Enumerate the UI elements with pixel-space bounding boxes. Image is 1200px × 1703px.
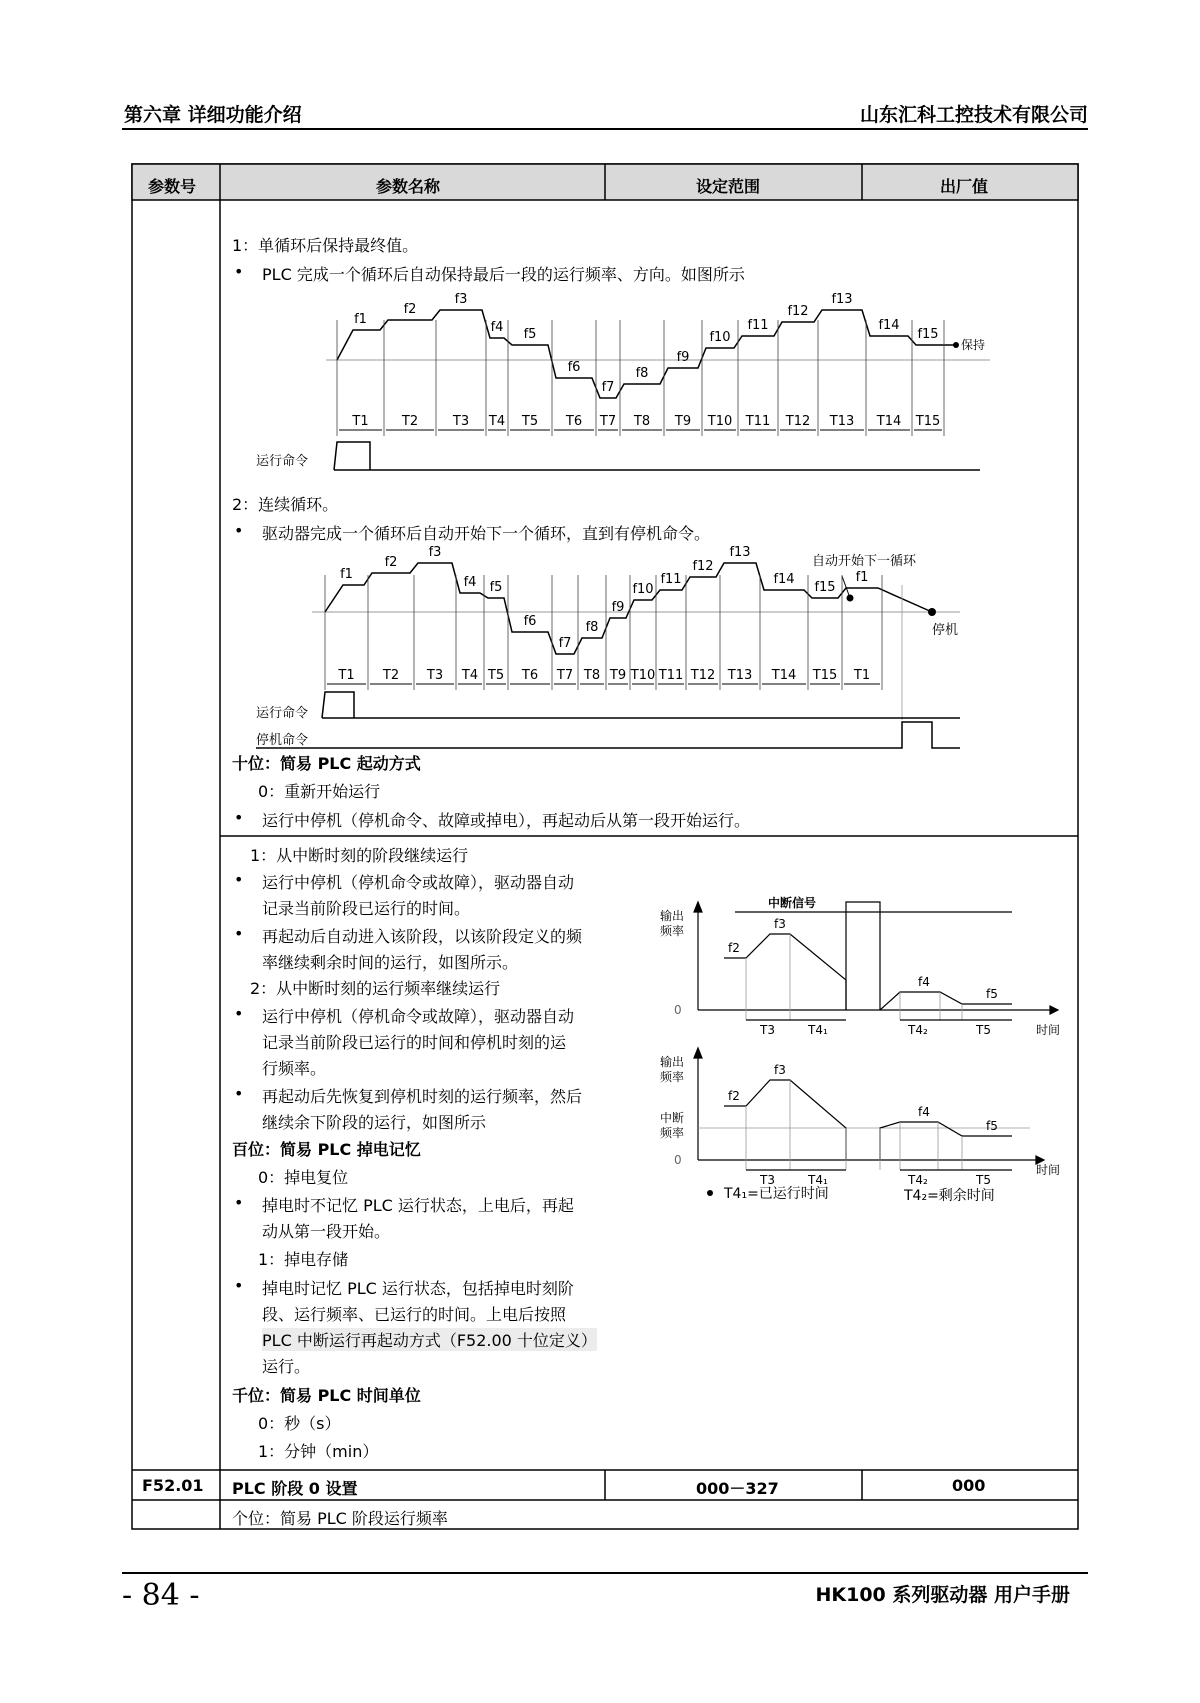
fig1-freq-label: f15 — [917, 327, 939, 342]
fig3-upper-t3: T3 — [760, 1023, 775, 1037]
fig3-upper-t42: T4₂ — [908, 1023, 928, 1037]
fig1-time-label: T15 — [915, 414, 941, 429]
fig3-lower-f2: f2 — [728, 1089, 740, 1103]
fig3-int-freq-l2: 频率 — [660, 1126, 685, 1140]
fig1-freq-label: f10 — [709, 330, 731, 345]
fig2-time-label: T9 — [609, 668, 627, 683]
fig1-time-label: T13 — [829, 414, 855, 429]
fig2-time-label: T1 — [853, 668, 871, 683]
f5201-subtitle: 个位：简易 PLC 阶段运行频率 — [232, 1509, 448, 1528]
tens-opt2-desc2-l2: 继续余下阶段的运行，如图所示 — [262, 1113, 487, 1132]
fig2-freq-label: f8 — [585, 620, 599, 635]
fig3-lower-f5: f5 — [986, 1119, 998, 1133]
fig2-freq-label: f10 — [632, 582, 654, 597]
single-cycle-desc: • PLC 完成一个循环后自动保持最后一段的运行频率、方向。如图所示 — [262, 262, 745, 285]
fig1-time-label: T8 — [633, 414, 651, 429]
fig3-upper-time: 时间 — [1036, 1023, 1061, 1037]
fig3-lower-time: 时间 — [1036, 1163, 1061, 1177]
tens-opt2-desc1-l1: • 运行中停机（停机命令或故障），驱动器自动 — [262, 1004, 574, 1027]
tens-opt2-desc1-l2: 记录当前阶段已运行的时间和停机时刻的运 — [262, 1033, 567, 1052]
fig3-upper-t5: T5 — [976, 1023, 991, 1037]
col-header-default: 出厂值 — [940, 177, 989, 196]
fig2-time-label: T4 — [461, 668, 479, 683]
hundreds-opt1-desc-l1: • 掉电时记忆 PLC 运行状态，包括掉电时刻阶 — [262, 1276, 574, 1299]
fig1-freq-label: f8 — [635, 366, 649, 381]
chapter-title: 第六章 详细功能介绍 — [124, 104, 302, 126]
fig1-time-label: T9 — [674, 414, 692, 429]
fig2-freq-label: f4 — [463, 575, 477, 590]
fig1-hold-label: 保持 — [961, 338, 986, 352]
f5201-name: PLC 阶段 0 设置 — [232, 1479, 358, 1498]
hundreds-opt1: 1：掉电存储 — [258, 1250, 349, 1269]
fig1-freq-label: f2 — [403, 302, 417, 317]
fig2-time-label: T5 — [487, 668, 505, 683]
fig2-time-label: T12 — [690, 668, 716, 683]
f5201-code: F52.01 — [142, 1476, 204, 1495]
tens-opt1-desc1-l2: 记录当前阶段已运行的时间。 — [262, 899, 471, 918]
fig1-freq-label: f3 — [454, 292, 468, 307]
fig2-freq-label: f6 — [523, 614, 537, 629]
tens-opt1-desc2-l1: • 再起动后自动进入该阶段，以该阶段定义的频 — [262, 924, 582, 947]
fig2-freq-label: f14 — [773, 572, 795, 587]
fig2-time-label: T2 — [382, 668, 400, 683]
hundreds-opt1-desc-l3: PLC 中断运行再起动方式（F52.00 十位定义） — [262, 1328, 597, 1351]
fig2-freq-label: f13 — [729, 545, 751, 560]
fig1-freq-label: f5 — [523, 327, 537, 342]
col-header-param-no: 参数号 — [148, 177, 197, 196]
fig2-time-label: T1 — [338, 668, 355, 683]
fig2-time-label: T15 — [812, 668, 838, 683]
fig2-run-cmd-label: 运行命令 — [256, 706, 309, 721]
fig2-freq-label: f9 — [611, 600, 625, 615]
fig2-time-label: T7 — [556, 668, 574, 683]
single-cycle-option: 1：单循环后保持最终值。 — [232, 236, 419, 255]
fig3-lower-t3: T3 — [760, 1173, 775, 1187]
fig1-time-label: T12 — [785, 414, 811, 429]
fig1-freq-label: f9 — [676, 350, 690, 365]
fig3-legend-elapsed: T4₁=已运行时间 — [724, 1186, 829, 1202]
fig3-zero-upper: 0 — [674, 1003, 682, 1017]
fig3-lower-t5: T5 — [976, 1173, 991, 1187]
legend-bullet-icon — [707, 1190, 713, 1196]
tens-opt1: 1：从中断时刻的阶段继续运行 — [250, 846, 469, 865]
fig2-time-label: T13 — [727, 668, 753, 683]
thousands-opt1: 1：分钟（min） — [258, 1442, 379, 1461]
tens-title: 十位：简易 PLC 起动方式 — [232, 754, 421, 773]
fig3-lower-t41: T4₁ — [808, 1173, 828, 1187]
fig1-freq-label: f14 — [878, 318, 900, 333]
fig3-lower-f4: f4 — [918, 1105, 930, 1119]
hundreds-title: 百位：简易 PLC 掉电记忆 — [232, 1140, 421, 1159]
fig3-out-freq2-l2: 频率 — [660, 1070, 685, 1084]
fig2-time-label: T6 — [521, 668, 539, 683]
footer-rule — [122, 1572, 1088, 1574]
tens-opt2-desc2-l1: • 再起动后先恢复到停机时刻的运行频率，然后 — [262, 1084, 582, 1107]
fig1-freq-label: f13 — [831, 292, 853, 307]
fig1-time-label: T7 — [599, 414, 617, 429]
fig3-out-freq-l1: 输出 — [660, 909, 685, 923]
hundreds-opt0-desc-l1: • 掉电时不记忆 PLC 运行状态，上电后，再起 — [262, 1193, 574, 1216]
tens-opt1-desc2-l2: 率继续剩余时间的运行，如图所示。 — [262, 953, 519, 972]
fig1-freq-label: f6 — [567, 360, 581, 375]
fig2-stop-cmd-label: 停机命令 — [256, 733, 309, 748]
tens-opt0: 0：重新开始运行 — [258, 782, 381, 801]
tens-opt2-desc1-l3: 行频率。 — [262, 1059, 327, 1078]
fig3-lower-f3: f3 — [774, 1063, 786, 1077]
fig2-freq-label: f7 — [558, 636, 572, 651]
fig1-time-label: T2 — [401, 414, 419, 429]
fig3-lower-t42: T4₂ — [908, 1173, 928, 1187]
fig2-time-label: T8 — [583, 668, 601, 683]
col-header-range: 设定范围 — [696, 177, 761, 196]
fig1-time-label: T14 — [876, 414, 902, 429]
fig2-freq-label: f12 — [692, 559, 714, 574]
fig2-freq-label: f1 — [340, 567, 353, 582]
fig1-run-cmd-label: 运行命令 — [256, 454, 309, 469]
page-number: - 84 - — [122, 1578, 200, 1613]
hundreds-opt0: 0：掉电复位 — [258, 1168, 349, 1187]
tens-opt0-desc: • 运行中停机（停机命令、故障或掉电），再起动后从第一段开始运行。 — [262, 808, 750, 831]
fig2-freq-label: f1 — [855, 570, 869, 585]
tens-opt2: 2：从中断时刻的运行频率继续运行 — [250, 979, 501, 998]
hundreds-opt0-desc-l2: 动从第一段开始。 — [262, 1222, 391, 1241]
fig1-freq-label: f7 — [601, 380, 615, 395]
f5201-range: 000－327 — [696, 1479, 779, 1498]
fig1-time-label: T10 — [707, 414, 733, 429]
hundreds-opt1-desc-l4: 运行。 — [262, 1357, 311, 1376]
fig2-freq-label: f15 — [814, 580, 836, 595]
fig1-time-label: T3 — [452, 414, 470, 429]
fig1-freq-label: f1 — [354, 312, 367, 327]
fig3-int-signal: 中断信号 — [768, 896, 817, 910]
hundreds-opt1-desc-l2: 段、运行频率、已运行的时间。上电后按照 — [262, 1305, 567, 1324]
fig2-stop-label: 停机 — [932, 623, 959, 638]
fig1-time-label: T1 — [352, 414, 369, 429]
fig3-upper-f4: f4 — [918, 975, 930, 989]
manual-title: HK100 系列驱动器 用户手册 — [815, 1584, 1070, 1606]
fig3-zero-lower: 0 — [674, 1153, 682, 1167]
fig3-upper-f3: f3 — [774, 917, 786, 931]
continuous-cycle-desc: • 驱动器完成一个循环后自动开始下一个循环，直到有停机命令。 — [262, 521, 710, 544]
fig3-out-freq-l2: 频率 — [660, 924, 685, 938]
fig3-upper-t41: T4₁ — [808, 1023, 828, 1037]
col-header-param-name: 参数名称 — [376, 177, 441, 196]
fig1-time-label: T4 — [488, 414, 506, 429]
continuous-cycle-option: 2：连续循环。 — [232, 495, 339, 514]
thousands-opt0: 0：秒（s） — [258, 1414, 341, 1433]
fig2-time-label: T11 — [658, 668, 684, 683]
fig2-auto-next-label: 自动开始下一循环 — [812, 554, 917, 569]
fig1-freq-label: f12 — [787, 304, 809, 319]
fig1-time-label: T5 — [521, 414, 539, 429]
fig3-legend-remaining: T4₂=剩余时间 — [904, 1188, 995, 1204]
fig2-time-label: T3 — [426, 668, 444, 683]
fig1-time-label: T11 — [745, 414, 771, 429]
fig1-freq-label: f11 — [747, 318, 769, 333]
fig3-out-freq2-l1: 输出 — [660, 1055, 685, 1069]
fig3-int-freq-l1: 中断 — [660, 1111, 685, 1125]
fig2-freq-label: f3 — [428, 545, 442, 560]
fig1-freq-label: f4 — [490, 320, 504, 335]
fig2-time-label: T14 — [771, 668, 797, 683]
thousands-title: 千位：简易 PLC 时间单位 — [232, 1386, 421, 1405]
fig2-time-label: T10 — [630, 668, 656, 683]
fig3-upper-f2: f2 — [728, 941, 740, 955]
company-name: 山东汇科工控技术有限公司 — [859, 104, 1088, 126]
fig2-freq-label: f11 — [660, 572, 682, 587]
f5201-default: 000 — [952, 1476, 986, 1495]
fig2-freq-label: f2 — [384, 555, 398, 570]
fig2-freq-label: f5 — [489, 580, 503, 595]
fig3-upper-f5: f5 — [986, 987, 998, 1001]
tens-opt1-desc1-l1: • 运行中停机（停机命令或故障），驱动器自动 — [262, 870, 574, 893]
fig1-time-label: T6 — [565, 414, 583, 429]
